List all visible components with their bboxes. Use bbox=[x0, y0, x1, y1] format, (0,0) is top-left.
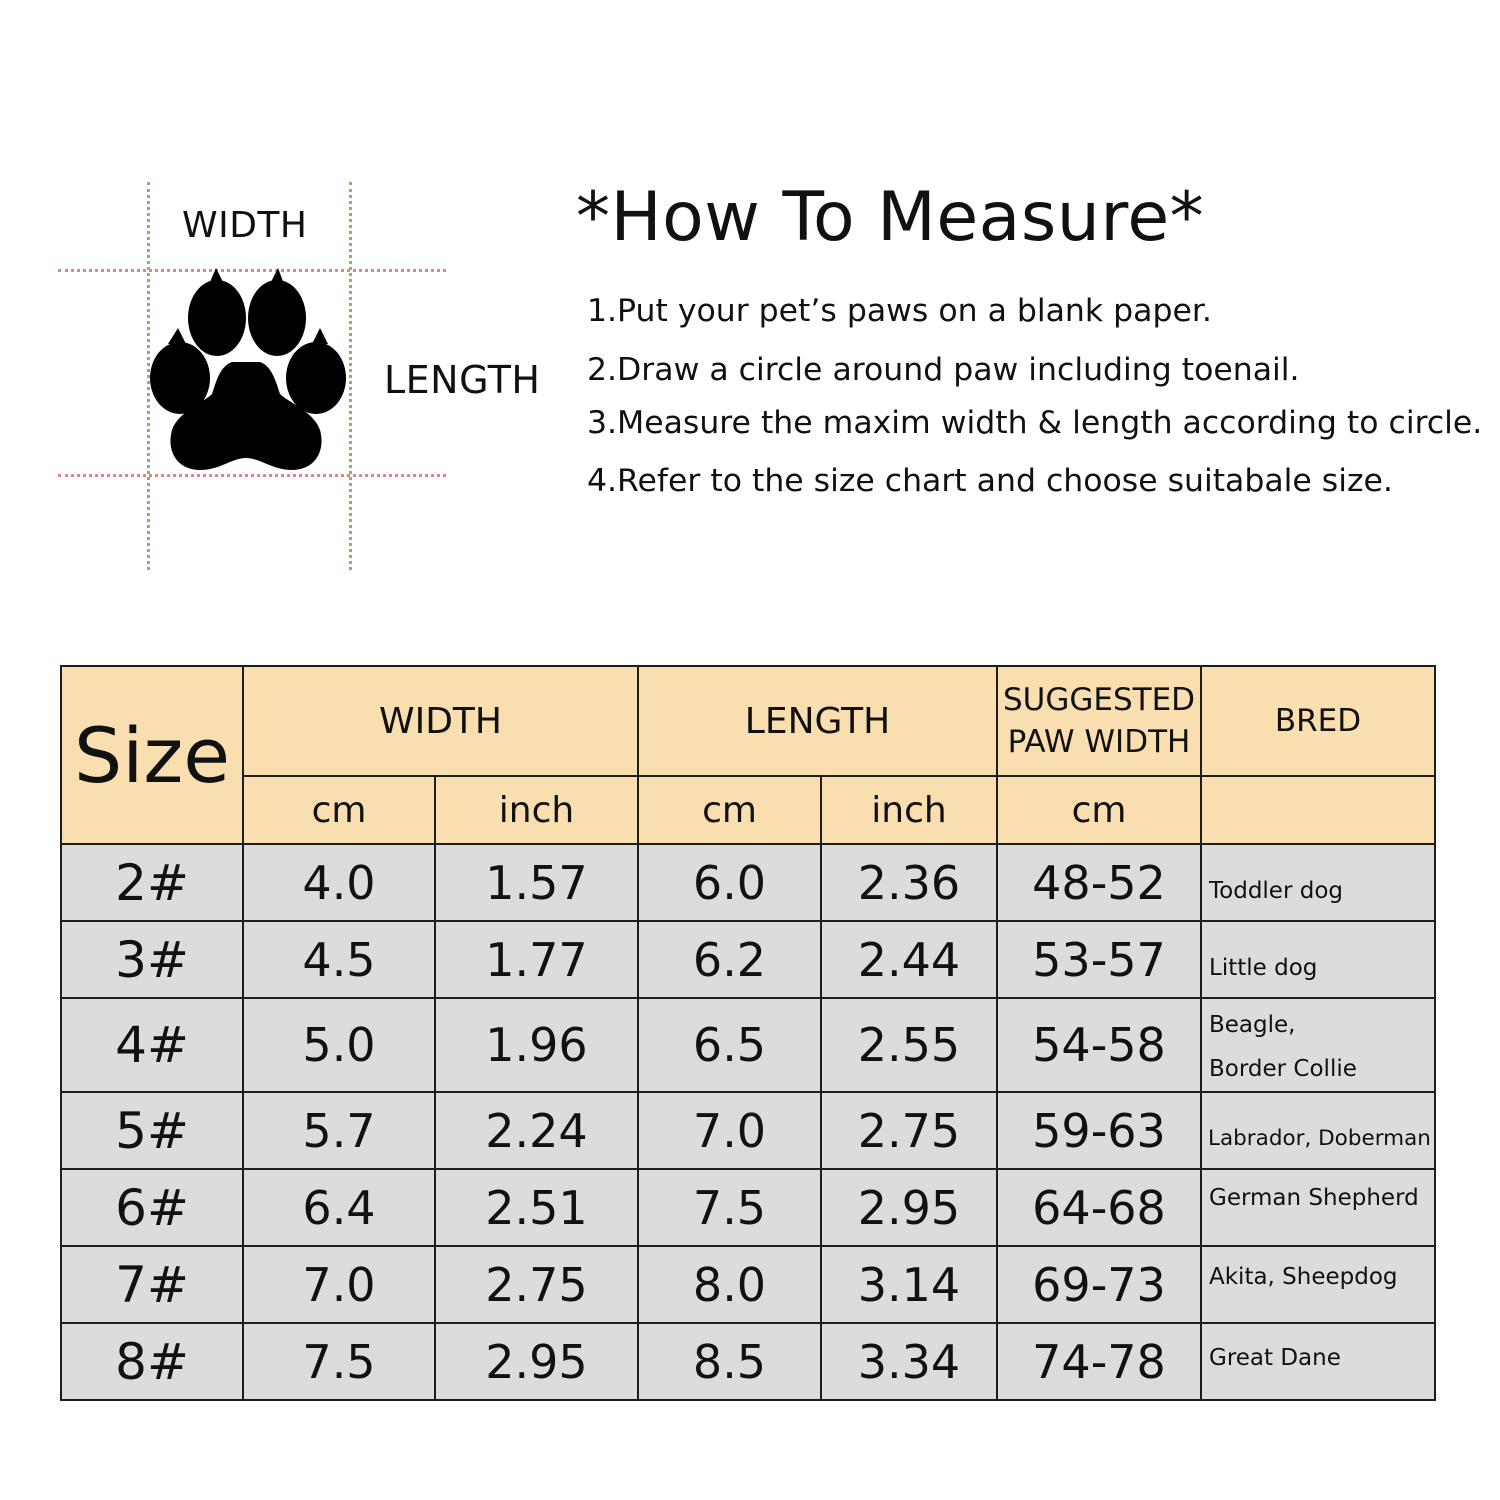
width-inch-cell: 2.75 bbox=[435, 1246, 638, 1323]
length-inch-cell: 3.14 bbox=[821, 1246, 997, 1323]
size-cell: 3# bbox=[61, 921, 243, 998]
unit-width-inch: inch bbox=[435, 776, 638, 844]
suggested-header-line2: PAW WIDTH bbox=[1007, 724, 1191, 760]
width-cm-cell: 7.0 bbox=[243, 1246, 435, 1323]
size-cell: 6# bbox=[61, 1169, 243, 1246]
length-cm-cell: 8.0 bbox=[638, 1246, 821, 1323]
table-row bbox=[61, 921, 1435, 998]
bred-line: Labrador, Doberman bbox=[1208, 1126, 1431, 1151]
bred-line: Toddler dog bbox=[1209, 878, 1343, 904]
width-cm-cell: 4.5 bbox=[243, 921, 435, 998]
paw-width-cell: 54-58 bbox=[997, 998, 1201, 1092]
unit-length-cm: cm bbox=[638, 776, 821, 844]
width-cm-cell: 7.5 bbox=[243, 1323, 435, 1400]
width-cm-cell: 4.0 bbox=[243, 844, 435, 921]
size-cell: 2# bbox=[61, 844, 243, 921]
bred-line: Little dog bbox=[1209, 955, 1318, 981]
bred-line: Akita, Sheepdog bbox=[1209, 1264, 1398, 1290]
length-inch-cell: 2.95 bbox=[821, 1169, 997, 1246]
width-inch-cell: 2.51 bbox=[435, 1169, 638, 1246]
width-inch-cell: 1.77 bbox=[435, 921, 638, 998]
width-cm-cell: 5.0 bbox=[243, 998, 435, 1092]
width-cm-cell: 5.7 bbox=[243, 1092, 435, 1169]
suggested-header-line1: SUGGESTED bbox=[1002, 682, 1196, 718]
size-chart-table bbox=[60, 665, 1436, 1401]
length-inch-cell: 2.44 bbox=[821, 921, 997, 998]
table-row bbox=[61, 998, 1435, 1092]
measure-step-1: 1.Put your pet’s paws on a blank paper. bbox=[587, 293, 1212, 329]
length-cm-cell: 8.5 bbox=[638, 1323, 821, 1400]
paw-width-cell: 59-63 bbox=[997, 1092, 1201, 1169]
length-inch-cell: 2.55 bbox=[821, 998, 997, 1092]
paw-measure-diagram bbox=[0, 0, 560, 600]
length-inch-cell: 2.75 bbox=[821, 1092, 997, 1169]
bred-cell bbox=[1201, 1323, 1435, 1400]
table-row bbox=[61, 1323, 1435, 1400]
unit-length-inch: inch bbox=[821, 776, 997, 844]
bred-cell bbox=[1201, 921, 1435, 998]
unit-width-cm: cm bbox=[243, 776, 435, 844]
paw-width-cell: 48-52 bbox=[997, 844, 1201, 921]
width-group-header: WIDTH bbox=[243, 666, 638, 776]
length-cm-cell: 7.0 bbox=[638, 1092, 821, 1169]
table-header bbox=[61, 666, 1435, 844]
width-inch-cell: 1.96 bbox=[435, 998, 638, 1092]
how-to-measure-title: *How To Measure* bbox=[576, 178, 1205, 257]
table-row bbox=[61, 844, 1435, 921]
table-row bbox=[61, 1246, 1435, 1323]
bred-cell bbox=[1201, 1246, 1435, 1323]
suggested-paw-width-header bbox=[997, 666, 1201, 776]
length-cm-cell: 6.5 bbox=[638, 998, 821, 1092]
length-cm-cell: 6.2 bbox=[638, 921, 821, 998]
width-inch-cell: 1.57 bbox=[435, 844, 638, 921]
bred-line: Great Dane bbox=[1209, 1345, 1341, 1371]
table-row bbox=[61, 1169, 1435, 1246]
measure-step-2: 2.Draw a circle around paw including toenail. bbox=[587, 352, 1300, 388]
paw-width-cell: 64-68 bbox=[997, 1169, 1201, 1246]
size-cell: 7# bbox=[61, 1246, 243, 1323]
table-body bbox=[61, 844, 1435, 1400]
bred-cell bbox=[1201, 998, 1435, 1092]
measure-step-3: 3.Measure the maxim width & length according to circle. bbox=[587, 405, 1483, 441]
length-inch-cell: 2.36 bbox=[821, 844, 997, 921]
size-cell: 5# bbox=[61, 1092, 243, 1169]
width-inch-cell: 2.95 bbox=[435, 1323, 638, 1400]
bred-cell bbox=[1201, 1169, 1435, 1246]
bred-line: German Shepherd bbox=[1209, 1185, 1419, 1211]
bred-header: BRED bbox=[1201, 666, 1435, 776]
length-cm-cell: 6.0 bbox=[638, 844, 821, 921]
bred-line-2: Border Collie bbox=[1209, 1056, 1357, 1082]
length-group-header: LENGTH bbox=[638, 666, 997, 776]
bred-cell bbox=[1201, 1092, 1435, 1169]
length-inch-cell: 3.34 bbox=[821, 1323, 997, 1400]
bred-line: Beagle, bbox=[1209, 1012, 1296, 1038]
bred-cell bbox=[1201, 844, 1435, 921]
width-cm-cell: 6.4 bbox=[243, 1169, 435, 1246]
paw-width-cell: 53-57 bbox=[997, 921, 1201, 998]
width-label: WIDTH bbox=[182, 205, 308, 246]
length-cm-cell: 7.5 bbox=[638, 1169, 821, 1246]
size-header: Size bbox=[61, 666, 243, 844]
size-cell: 8# bbox=[61, 1323, 243, 1400]
length-label: LENGTH bbox=[384, 358, 541, 402]
table-row bbox=[61, 1092, 1435, 1169]
unit-bred-blank bbox=[1201, 776, 1435, 844]
paw-width-cell: 69-73 bbox=[997, 1246, 1201, 1323]
size-cell: 4# bbox=[61, 998, 243, 1092]
paw-print-icon bbox=[140, 262, 352, 476]
paw-width-cell: 74-78 bbox=[997, 1323, 1201, 1400]
width-inch-cell: 2.24 bbox=[435, 1092, 638, 1169]
measure-step-4: 4.Refer to the size chart and choose suitabale size. bbox=[587, 463, 1393, 499]
unit-paw-cm: cm bbox=[997, 776, 1201, 844]
